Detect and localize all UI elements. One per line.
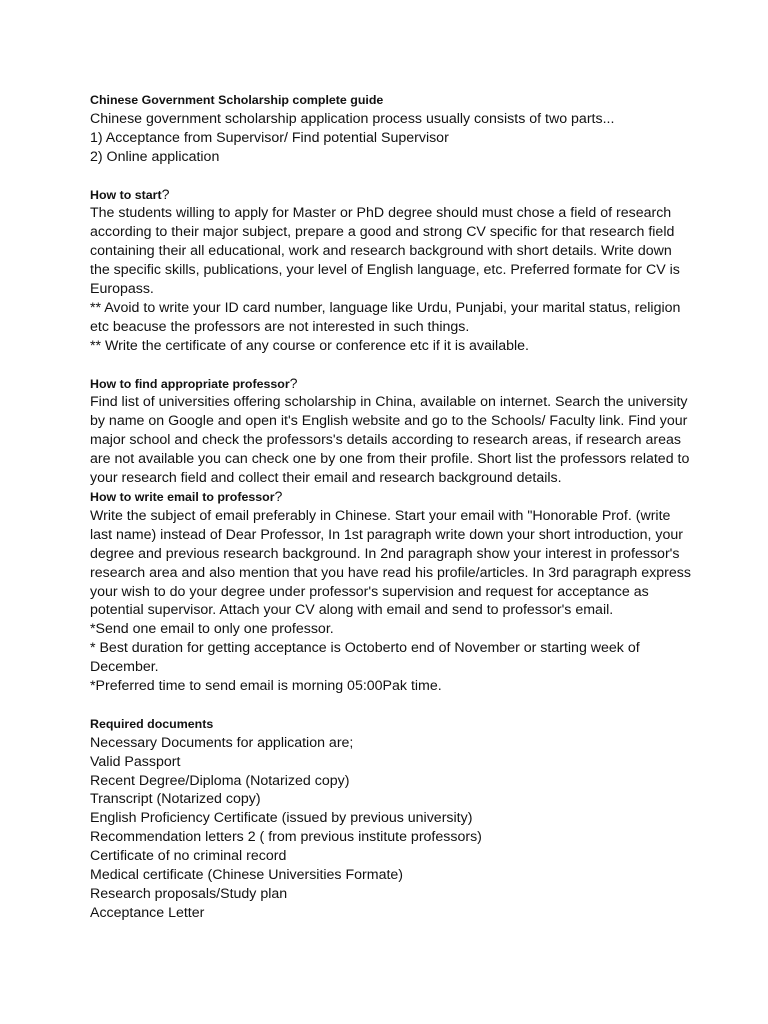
document-list-item: English Proficiency Certificate (issued by previous university) bbox=[90, 810, 473, 827]
document-list-item: Research proposals/Study plan bbox=[90, 886, 288, 903]
body-line: The students willing to apply for Master or PhD degree should must chose a field of research bbox=[90, 205, 672, 222]
body-line: December. bbox=[90, 659, 159, 676]
body-line: your research field and collect their email and research background details. bbox=[90, 470, 562, 487]
document-list-item: Recommendation letters 2 ( from previous institute professors) bbox=[90, 829, 482, 846]
section-heading-find-professor bbox=[90, 375, 690, 394]
body-line: * Best duration for getting acceptance is Octoberto end of November or starting week of bbox=[90, 640, 640, 657]
body-line: major school and check the professors's details according to research areas, if research areas bbox=[90, 432, 681, 449]
intro-line: 1) Acceptance from Supervisor/ Find potential Supervisor bbox=[90, 129, 449, 146]
body-line: Find list of universities offering scholarship in China, available on internet. Search the university bbox=[90, 394, 688, 411]
body-line: Europass. bbox=[90, 281, 154, 298]
section-heading-how-to-start bbox=[90, 186, 690, 205]
body-line: degree and previous research background. In 2nd paragraph show your interest in professor's bbox=[90, 545, 680, 562]
heading-text: How to find appropriate professor bbox=[90, 376, 290, 391]
body-line: ** Avoid to write your ID card number, language like Urdu, Punjabi, your marital status, religion bbox=[90, 299, 681, 316]
document-list-item: Valid Passport bbox=[90, 753, 181, 770]
document-list-item: Acceptance Letter bbox=[90, 904, 205, 921]
document-list-item: Recent Degree/Diploma (Notarized copy) bbox=[90, 772, 350, 789]
paragraph-gap bbox=[90, 167, 690, 186]
document-list-item: Transcript (Notarized copy) bbox=[90, 791, 261, 808]
document-page bbox=[90, 91, 690, 923]
body-line: by name on Google and open it's English website and go to the Schools/ Faculty link. Find your bbox=[90, 413, 688, 430]
document-list-item: Medical certificate (Chinese Universities Formate) bbox=[90, 867, 404, 884]
body-line: research area and also mention that you have read his profile/articles. In 3rd paragraph express bbox=[90, 564, 691, 581]
section-heading-required-documents: Required documents bbox=[90, 716, 214, 731]
paragraph-gap bbox=[90, 356, 690, 375]
heading-mark: ? bbox=[161, 186, 170, 203]
heading-text: How to write email to professor bbox=[90, 490, 275, 504]
body-line: containing their all educational, work and research background with short details. Write down bbox=[90, 243, 672, 260]
paragraph-gap bbox=[90, 696, 690, 715]
body-line: your wish to do your degree under professor's supervision and request for acceptance as bbox=[90, 583, 649, 600]
section-heading-write-email bbox=[90, 488, 690, 507]
document-title: Chinese Government Scholarship complete guide bbox=[90, 93, 384, 107]
heading-text: How to start bbox=[90, 187, 162, 202]
body-line: the specific skills, publications, your level of English language, etc. Preferred formate for CV is bbox=[90, 262, 680, 279]
body-line: *Preferred time to send email is morning 05:00Pak time. bbox=[90, 678, 442, 695]
body-line: last name) instead of Dear Professor, In 1st paragraph write down your short introduction, your bbox=[90, 526, 684, 543]
body-line: according to their major subject, prepare a good and strong CV specific for that research field bbox=[90, 224, 675, 241]
heading-mark: ? bbox=[289, 375, 298, 392]
document-list-item: Necessary Documents for application are; bbox=[90, 734, 354, 751]
body-line: etc beacuse the professors are not interested in such things. bbox=[90, 318, 470, 335]
intro-line: Chinese government scholarship application process usually consists of two parts... bbox=[90, 110, 615, 127]
intro-line: 2) Online application bbox=[90, 148, 220, 165]
document-list-item: Certificate of no criminal record bbox=[90, 848, 287, 865]
heading-mark: ? bbox=[274, 489, 283, 505]
body-line: Write the subject of email preferably in Chinese. Start your email with "Honorable Prof. (write bbox=[90, 507, 671, 524]
body-line: are not available you can check one by one from their profile. Short list the professors related to bbox=[90, 451, 690, 468]
body-line: *Send one email to only one professor. bbox=[90, 621, 334, 638]
body-line: potential supervisor. Attach your CV along with email and send to professor's email. bbox=[90, 602, 614, 619]
body-line: ** Write the certificate of any course or conference etc if it is available. bbox=[90, 337, 529, 354]
